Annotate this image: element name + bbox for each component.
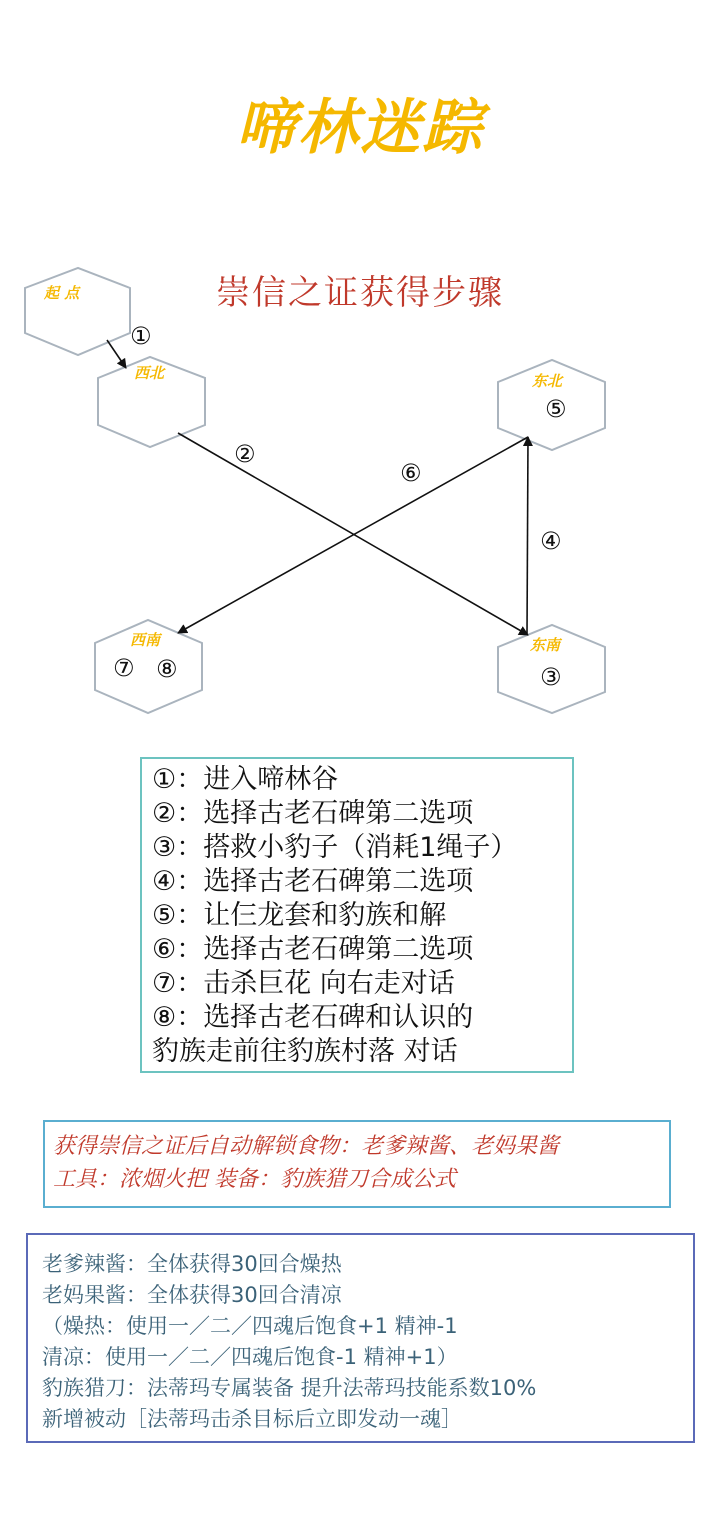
node-northeast-label: 东北 (532, 372, 563, 390)
step-line: ⑥：选择古老石碑第二选项 (152, 934, 474, 965)
marker-2: ② (234, 440, 256, 468)
marker-5: ⑤ (545, 395, 567, 423)
effect-line: 清凉：使用一／二／四魂后饱食-1 精神+1） (42, 1345, 458, 1369)
step-line: ⑦：击杀巨花 向右走对话 (152, 968, 455, 999)
effect-line: （燥热：使用一／二／四魂后饱食+1 精神-1 (42, 1314, 458, 1338)
effect-line: 新增被动［法蒂玛击杀目标后立即发动一魂］ (42, 1407, 462, 1431)
step-line: ④：选择古老石碑第二选项 (152, 866, 474, 897)
step-line: 豹族走前往豹族村落 对话 (152, 1036, 458, 1067)
effects-box (26, 1233, 695, 1443)
marker-7: ⑦ (113, 654, 135, 682)
step-line: ⑤：让仨龙套和豹族和解 (152, 900, 447, 931)
node-southeast-label: 东南 (530, 636, 561, 654)
effect-line: 豹族猎刀：法蒂玛专属装备 提升法蒂玛技能系数10% (42, 1376, 537, 1400)
marker-3: ③ (540, 663, 562, 691)
node-start-hex (25, 268, 130, 355)
steps-box (140, 757, 574, 1073)
route-arrow-1 (107, 340, 126, 368)
route-arrow-6 (178, 437, 528, 633)
node-start-label: 起 点 (44, 284, 80, 302)
effect-line: 老爹辣酱：全体获得30回合燥热 (42, 1252, 342, 1276)
diagram-subtitle: 崇信之证获得步骤 (216, 273, 504, 313)
marker-4: ④ (540, 527, 562, 555)
route-arrow-4 (527, 437, 528, 635)
step-line: ⑧：选择古老石碑和认识的 (152, 1002, 474, 1033)
marker-1: ① (130, 322, 152, 350)
unlock-line: 工具：浓烟火把 装备：豹族猎刀合成公式 (53, 1167, 456, 1192)
node-northwest-label: 西北 (134, 364, 165, 382)
step-line: ③：搭救小豹子（消耗1绳子） (152, 832, 518, 863)
page-title: 啼林迷踪 (236, 93, 484, 163)
unlock-box (43, 1120, 671, 1208)
step-line: ①：进入啼林谷 (152, 764, 339, 795)
marker-8: ⑧ (156, 655, 178, 683)
unlock-line: 获得崇信之证后自动解锁食物：老爹辣酱、老妈果酱 (53, 1134, 560, 1159)
step-line: ②：选择古老石碑第二选项 (152, 798, 474, 829)
route-map (0, 250, 720, 730)
node-southwest-label: 西南 (130, 631, 161, 649)
marker-6: ⑥ (400, 459, 422, 487)
route-arrow-2 (178, 433, 528, 635)
effect-line: 老妈果酱：全体获得30回合清凉 (42, 1283, 342, 1307)
